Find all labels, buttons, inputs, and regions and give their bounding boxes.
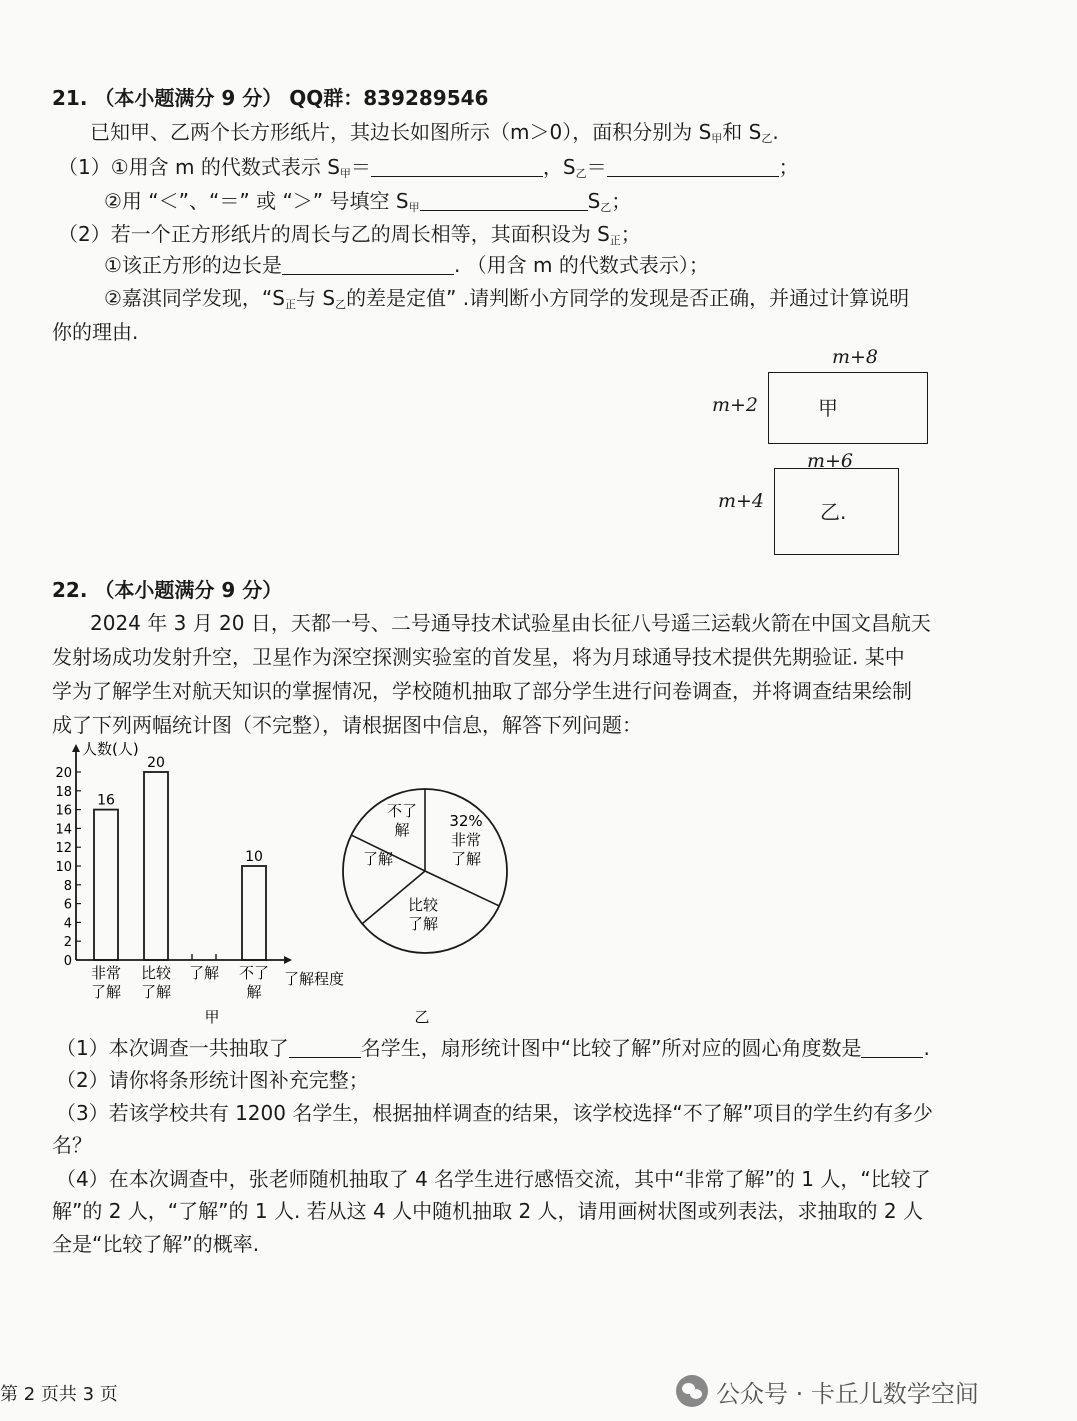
bar-data-label: 20 [147, 755, 165, 771]
x-category-label: 了解 [90, 983, 122, 1001]
q22-para-line2: 发射场成功发射升空，卫星作为深空探测实验室的首发星，将为月球通导技术提供先期验证. 某中 [52, 645, 905, 669]
y-axis-label: 人数(人) [82, 740, 139, 758]
pie-slice-label: 解 [394, 821, 410, 839]
answer-blank-compare[interactable] [420, 190, 588, 211]
q21-intro: 已知甲、乙两个长方形纸片，其边长如图所示（m＞0），面积分别为 $S_甲$和 $S_乙$. [90, 120, 779, 145]
rectangle-jia-label: 甲 [818, 396, 838, 420]
y-tick-label: 14 [55, 822, 72, 838]
yi-top-length: m+6 [807, 450, 854, 472]
bar-data-label: 10 [245, 849, 263, 865]
pie-slice-label: 比较 [407, 896, 439, 914]
q21-part2-line3: ②嘉淇同学发现，“$S_正$与 $S_乙$的差是定值” .请判断小方同学的发现是否正确，并通过计算说明 [104, 286, 910, 311]
q22-part4-line1: （4）在本次调查中，张老师随机抽取了 4 名学生进行感悟交流，其中“非常了解”的 1 人，“比较了 [56, 1167, 931, 1191]
yi-left-length: m+4 [718, 490, 765, 512]
pie-slice-label: 了解 [362, 850, 394, 868]
q22-header: 22. （本小题满分 9 分） [52, 578, 283, 602]
y-tick-label: 4 [63, 916, 72, 932]
y-tick-label: 18 [55, 784, 72, 800]
q21-part1-line1: （1）①用含 m 的代数式表示 $S_甲=$ ，$S_乙=$ ； [58, 155, 799, 180]
x-axis-label: 了解程度 [284, 970, 345, 988]
answer-blank-angle[interactable] [861, 1037, 923, 1058]
bar [144, 772, 168, 960]
pie-chart-caption: 乙 [414, 1008, 430, 1026]
q21-header: 21. （本小题满分 9 分） QQ群：839289546 [52, 86, 489, 110]
pie-slice-label: 了解 [407, 915, 439, 933]
page-number: 第 2 页共 3 页 [0, 1384, 118, 1405]
q22-part4-line2: 解”的 2 人，“了解”的 1 人. 若从这 4 人中随机抽取 2 人，请用画树状图或列表法，求抽取的 2 人 [52, 1199, 923, 1223]
q22-para-line3: 学为了解学生对航天知识的掌握情况，学校随机抽取了部分学生进行问卷调查，并将调查结果绘制 [52, 679, 912, 703]
q22-part1: （1）本次调查一共抽取了 名学生，扇形统计图中“比较了解”所对应的圆心角度数是 . [56, 1036, 930, 1060]
pie-slice-label: 不了 [386, 802, 418, 820]
y-tick-label: 16 [55, 803, 72, 819]
pie-slice-label: 了解 [450, 850, 482, 868]
y-axis-arrow [72, 744, 80, 752]
q21-part2-line4: 你的理由. [52, 320, 139, 344]
q21-part2-line2: ①该正方形的边长是 . （用含 m 的代数式表示）； [104, 253, 709, 277]
y-tick-label: 0 [63, 954, 72, 969]
rectangle-yi-label: 乙. [820, 500, 847, 524]
x-category-label: 了解 [140, 983, 172, 1001]
bar [242, 866, 266, 960]
jia-left-length: m+2 [712, 394, 759, 416]
answer-blank-s-yi[interactable] [607, 156, 779, 177]
x-category-label: 不了 [238, 964, 270, 982]
pie-slice-label: 32% [449, 812, 483, 830]
q21-part2-line1: （2）若一个正方形纸片的周长与乙的周长相等，其面积设为 $S_正$； [58, 222, 641, 247]
y-tick-label: 10 [55, 860, 72, 875]
jia-top-length: m+8 [832, 346, 879, 368]
q22-para-line4: 成了下列两幅统计图（不完整），请根据图中信息，解答下列问题： [52, 713, 642, 737]
y-tick-label: 12 [55, 841, 72, 857]
y-tick-label: 2 [63, 935, 72, 951]
pie-chart [330, 778, 530, 1028]
pie-slice-label: 非常 [450, 831, 482, 849]
x-axis-arrow [284, 956, 292, 964]
bar [94, 810, 118, 960]
q22-part4-line3: 全是“比较了解”的概率. [52, 1232, 260, 1256]
bar-data-label: 16 [97, 792, 115, 809]
bar-chart-caption: 甲 [204, 1008, 220, 1026]
y-tick-label: 20 [55, 766, 72, 781]
x-category-label: 比较 [140, 964, 172, 982]
x-category-label: 非常 [90, 964, 122, 982]
q22-part3-line1: （3）若该学校共有 1200 名学生，根据抽样调查的结果，该学校选择“不了解”项目的学生约有多少 [56, 1101, 934, 1125]
x-category-label: 解 [246, 983, 262, 1001]
rectangle-jia [768, 372, 928, 444]
answer-blank-s-jia[interactable] [371, 156, 543, 177]
y-tick-label: 6 [63, 897, 72, 913]
q21-part1-line2: ②用 “＜”、“＝” 或 “＞” 号填空 $S_甲$ $S_乙$； [104, 189, 632, 214]
answer-blank-total[interactable] [289, 1037, 361, 1058]
wechat-icon [676, 1375, 708, 1407]
q22-part2: （2）请你将条形统计图补充完整； [56, 1068, 369, 1092]
q22-part3-line2: 名？ [52, 1133, 92, 1157]
bar-chart [40, 738, 360, 1028]
y-tick-label: 8 [63, 878, 72, 894]
x-category-label: 了解 [188, 964, 220, 982]
watermark-text: 公众号 · 卡丘儿数学空间 [716, 1380, 979, 1408]
answer-blank-side[interactable] [282, 254, 454, 275]
q22-para-line1: 2024 年 3 月 20 日，天都一号、二号通导技术试验星由长征八号遥三运载火箭在中国文昌航天 [90, 611, 931, 635]
